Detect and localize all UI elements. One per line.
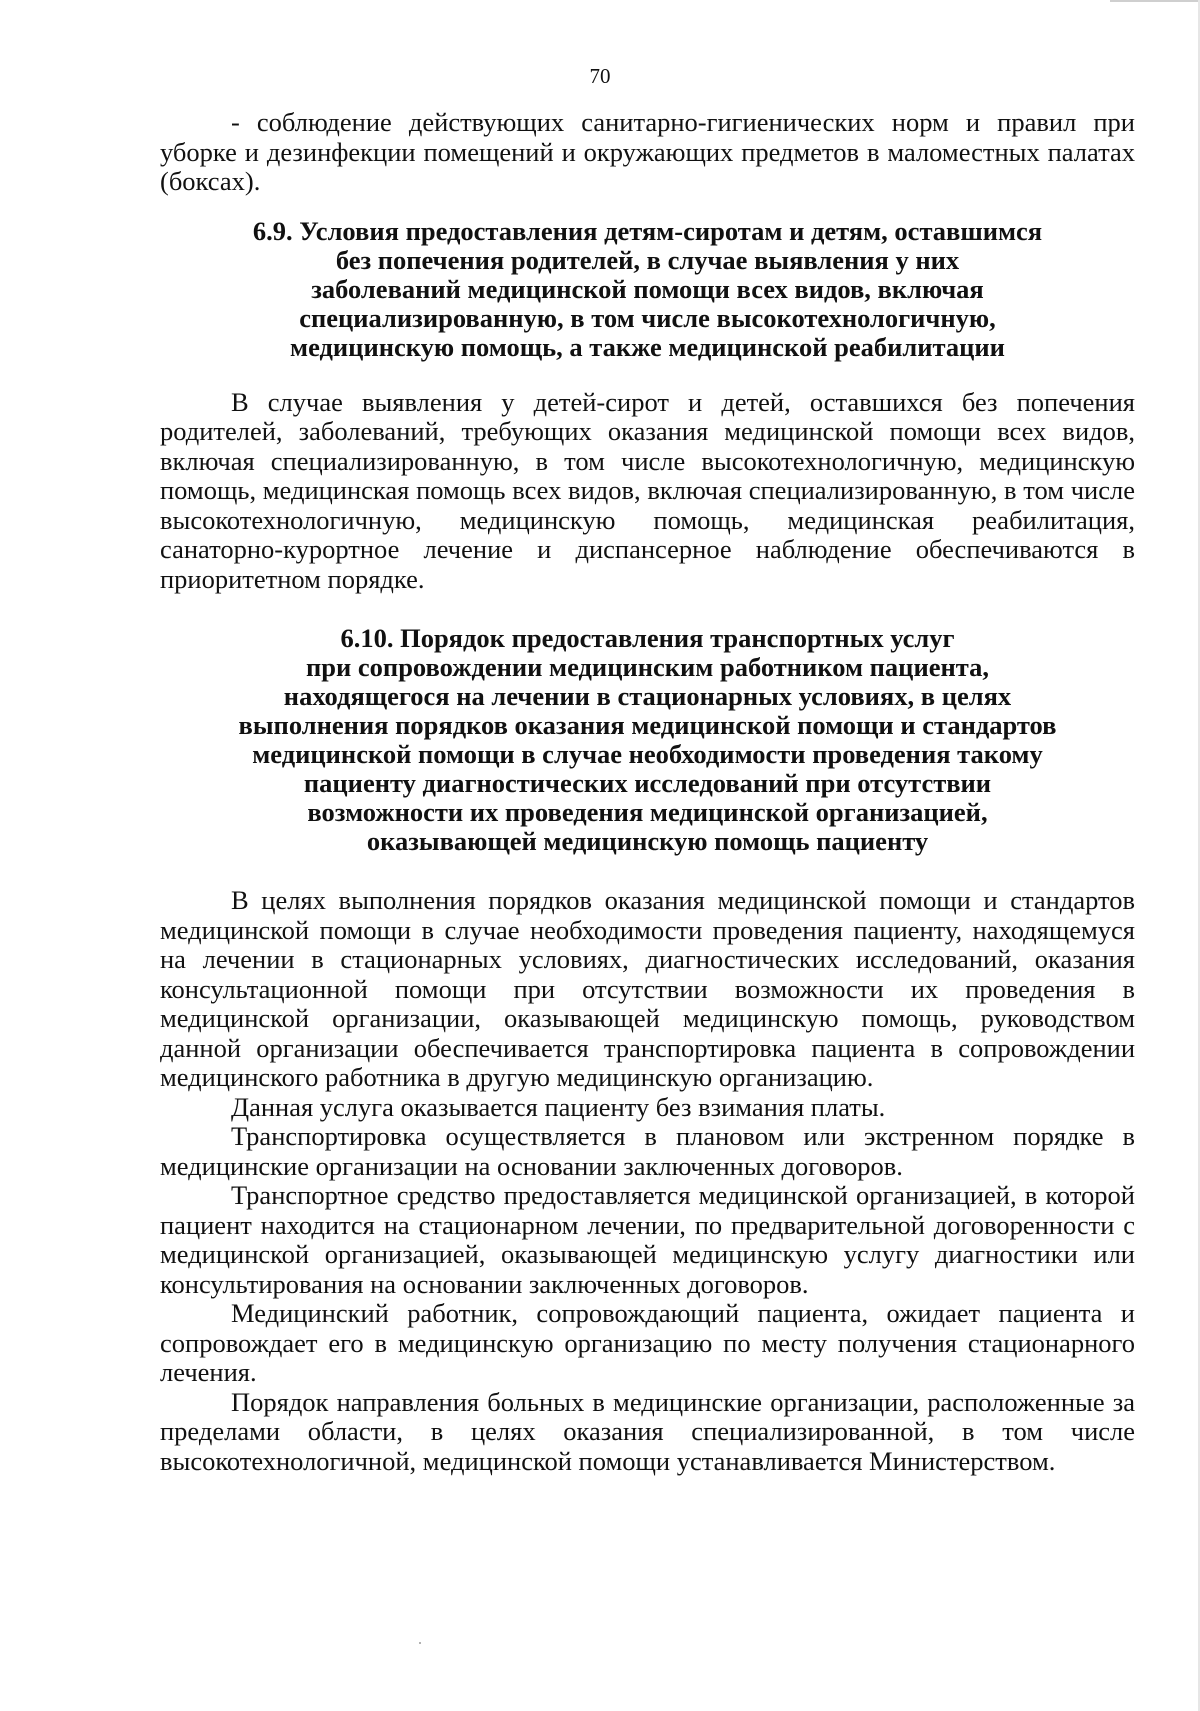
scan-speck — [419, 1642, 421, 1644]
spacer — [160, 856, 1135, 886]
section-6-10-paragraph: Порядок направления больных в медицинские организации, расположенные за пределами области, в целях оказания специализированной, в том числе высокотехнологичной, медицинской помощи устанавливается Министерством. — [160, 1386, 1135, 1476]
section-6-9-paragraph: В случае выявления у детей-сирот и детей, оставшихся без попечения родителей, заболеваний, требующих оказания медицинской помощи всех видов, включая специализированную, в том числе высокотехнологичную, медицинскую помощь, медицинская помощь всех видов, включая специализированную, в том числе высокотехнологичную, медицинскую помощь, медицинская реабилитация, санаторно-курортное лечение и диспансерное наблюдение обеспечиваются в приоритетном порядке. — [160, 386, 1135, 594]
heading-line: оказывающей медицинскую помощь пациенту — [366, 826, 929, 856]
spacer — [160, 362, 1135, 388]
heading-line: пациенту диагностических исследований при отсутствии — [303, 768, 992, 798]
heading-line: выполнения порядков оказания медицинской помощи и стандартов — [238, 710, 1057, 740]
document-body — [160, 108, 1135, 1476]
heading-line: 6.10. Порядок предоставления транспортных услуг — [340, 623, 955, 653]
page-number: 70 — [589, 64, 611, 88]
heading-line: специализированную, в том числе высокотехнологичную, — [299, 302, 996, 333]
heading-line: медицинской помощи в случае необходимости проведения такому — [252, 739, 1043, 769]
section-6-10-heading — [160, 624, 1135, 856]
heading-line: без попечения родителей, в случае выявления у них — [335, 244, 960, 275]
heading-line: медицинскую помощь, а также медицинской реабилитации — [290, 331, 1005, 362]
intro-paragraph: - соблюдение действующих санитарно-гигиенических норм и правил при уборке и дезинфекции помещений и окружающих предметов в маломестных палатах (боксах). — [160, 107, 1135, 196]
section-6-10-paragraph: Медицинский работник, сопровождающий пациента, ожидает пациента и сопровождает его в медицинскую организацию по месту получения стационарного лечения. — [160, 1298, 1135, 1387]
spacer — [160, 197, 1135, 217]
heading-line: возможности их проведения медицинской организацией, — [307, 797, 988, 827]
section-6-10-paragraph: Данная услуга оказывается пациенту без взимания платы. — [231, 1091, 886, 1122]
heading-line: при сопровождении медицинским работником пациента, — [306, 652, 989, 682]
heading-line: заболеваний медицинской помощи всех видов, включая — [311, 273, 984, 304]
heading-line: 6.9. Условия предоставления детям-сиротам и детям, оставшимся — [252, 215, 1043, 246]
top-edge-rule — [1110, 0, 1200, 2]
spacer — [160, 594, 1135, 624]
heading-line: находящегося на лечении в стационарных условиях, в целях — [283, 681, 1012, 711]
section-6-9-heading — [160, 217, 1135, 362]
section-6-10-paragraph: Транспортировка осуществляется в плановом или экстренном порядке в медицинские организации на основании заключенных договоров. — [160, 1121, 1135, 1181]
section-6-10-paragraph: Транспортное средство предоставляется медицинской организацией, в которой пациент находится на стационарном лечении, по предварительной договоренности с медицинской организацией, оказывающей медицинскую услугу диагностики или консультирования на основании заключенных договоров. — [160, 1180, 1135, 1299]
section-6-10-paragraph: В целях выполнения порядков оказания медицинской помощи и стандартов медицинской помощи в случае необходимости проведения пациенту, находящемуся на лечении в стационарных условиях, диагностических исследований, оказания консультационной помощи при отсутствии возможности их проведения в медицинской организации, оказывающей медицинскую помощь, руководством данной организации обеспечивается транспортировка пациента в сопровождении медицинского работника в другую медицинскую организацию. — [160, 885, 1135, 1092]
